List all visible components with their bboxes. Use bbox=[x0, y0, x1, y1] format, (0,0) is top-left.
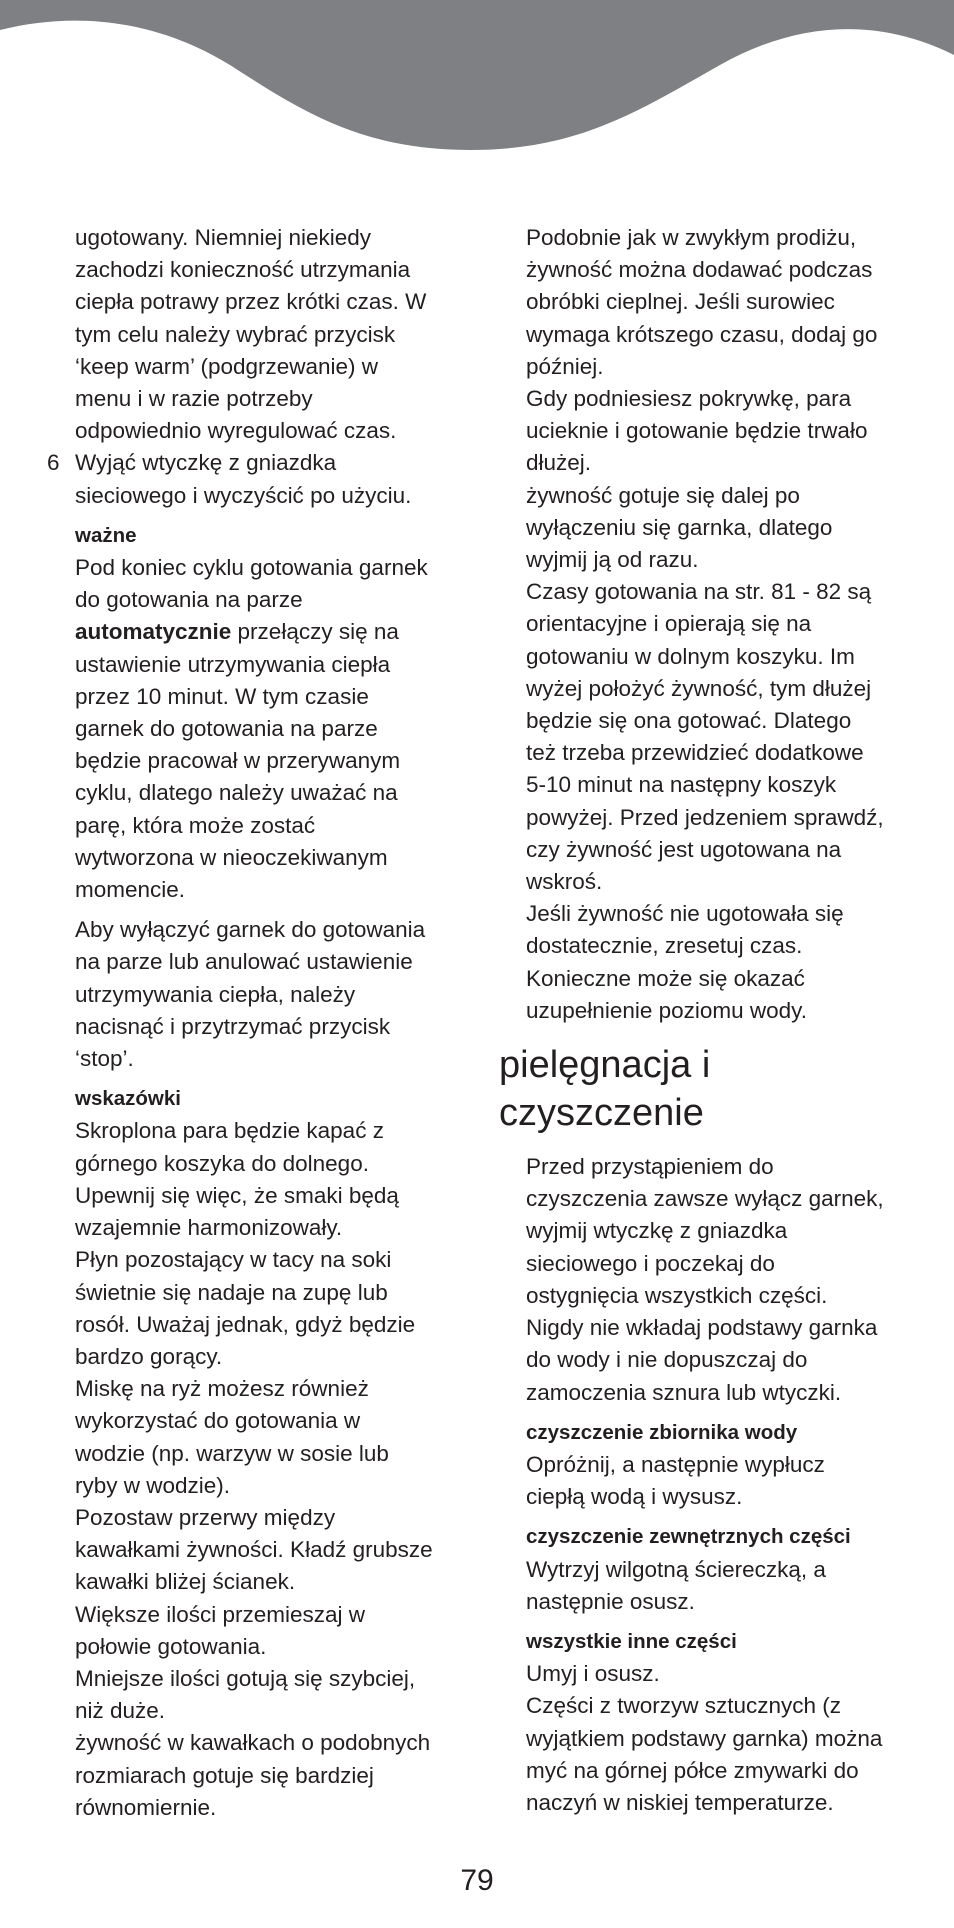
text-line: ugotowany. Niemniej niekiedy bbox=[75, 225, 371, 250]
text-line: Wyjąć wtyczkę z gniazdka bbox=[75, 450, 337, 476]
title-line: czyszczenie bbox=[499, 1092, 704, 1135]
text-line: wytworzona w nieoczekiwanym bbox=[75, 844, 388, 870]
important-paragraph-1 bbox=[75, 552, 475, 906]
step-6 bbox=[47, 447, 475, 511]
text-line: Konieczne może się okazać bbox=[526, 965, 805, 991]
exterior-cleaning-heading: czyszczenie zewnętrznych części bbox=[526, 1525, 851, 1549]
text-line: tym celu należy wybrać przycisk bbox=[75, 321, 396, 347]
text-line: Upewnij się więc, że smaki będą bbox=[75, 1182, 399, 1208]
text-line: do wody i nie dopuszczaj do bbox=[526, 1347, 808, 1373]
other-parts-heading: wszystkie inne części bbox=[526, 1629, 737, 1653]
text-line: Części z tworzyw sztucznych (z bbox=[526, 1693, 842, 1719]
text-line: Aby wyłączyć garnek do gotowania bbox=[75, 917, 426, 943]
text-line: obróbki cieplnej. Jeśli surowiec bbox=[526, 289, 835, 315]
step-number: 6 bbox=[47, 450, 60, 476]
text-line: wzajemnie harmonizowały. bbox=[75, 1215, 343, 1241]
text-line: uzupełnienie poziomu wody. bbox=[526, 997, 808, 1023]
text-line: 5-10 minut na następny koszyk bbox=[526, 772, 837, 798]
important-paragraph-2 bbox=[75, 914, 475, 1075]
text-line: ryby w wodzie). bbox=[75, 1472, 231, 1498]
text-line: wyjmij wtyczkę z gniazdka bbox=[526, 1218, 788, 1244]
text-line: orientacyjne i opierają się na bbox=[526, 611, 812, 637]
text-line: rozmiarach gotuje się bardziej bbox=[75, 1762, 374, 1788]
text-line: Przed przystąpieniem do bbox=[526, 1154, 774, 1180]
text-line: Opróżnij, a następnie wypłucz bbox=[526, 1451, 825, 1477]
page-number: 79 bbox=[460, 1864, 494, 1897]
text-line: ostygnięcia wszystkich części. bbox=[526, 1282, 828, 1308]
tips-heading: wskazówki bbox=[75, 1087, 181, 1111]
text-line: naczyń w niskiej temperaturze. bbox=[526, 1789, 834, 1815]
text-line: bardzo gorący. bbox=[75, 1343, 223, 1369]
header-wave-band bbox=[0, 0, 954, 160]
text-line: Jeśli żywność nie ugotowała się bbox=[526, 901, 844, 927]
text-line: ciepłą wodą i wysusz. bbox=[526, 1484, 743, 1510]
text-line: też trzeba przewidzieć dodatkowe bbox=[526, 740, 864, 766]
text-line: dłużej. bbox=[526, 450, 592, 476]
text-line: garnek do gotowania na parze bbox=[75, 716, 378, 742]
text-line: ciepła potrawy przez krótki czas. W bbox=[75, 289, 427, 315]
tank-cleaning-paragraph bbox=[526, 1449, 926, 1513]
text-line: później. bbox=[526, 353, 604, 379]
text-line: czyszczenia zawsze wyłącz garnek, bbox=[526, 1186, 884, 1212]
text-line: na parze lub anulować ustawienie bbox=[75, 949, 413, 975]
text-line: Płyn pozostający w tacy na soki bbox=[75, 1247, 392, 1273]
text-line: żywność w kawałkach o podobnych bbox=[75, 1730, 431, 1756]
text-line: wyjątkiem podstawy garnka) można bbox=[526, 1725, 883, 1751]
text-line: będzie się ona gotować. Dlatego bbox=[526, 708, 852, 734]
other-parts-paragraph bbox=[526, 1658, 926, 1819]
text-line: wyjmij ją od razu. bbox=[526, 547, 699, 573]
text-line: Pozostaw przerwy między bbox=[75, 1504, 336, 1530]
text-line: Miskę na ryż możesz również bbox=[75, 1376, 369, 1402]
header-wave-shape bbox=[0, 0, 954, 150]
text-line: ucieknie i gotowanie będzie trwało bbox=[526, 418, 868, 444]
text-line: wskroś. bbox=[526, 869, 603, 895]
text-line: do gotowania na parze bbox=[75, 587, 303, 613]
text-line: żywność można dodawać podczas bbox=[526, 257, 873, 283]
text-line: następnie osusz. bbox=[526, 1588, 695, 1614]
text-line: będzie pracował w przerywanym bbox=[75, 748, 401, 774]
text-line: Skroplona para będzie kapać z bbox=[75, 1118, 384, 1144]
text-line: górnego koszyka do dolnego. bbox=[75, 1150, 369, 1176]
title-line: pielęgnacja i bbox=[499, 1044, 711, 1087]
text-line: przez 10 minut. W tym czasie bbox=[75, 683, 369, 709]
text-line: żywność gotuje się dalej po bbox=[526, 482, 800, 508]
text-line: gotowaniu w dolnym koszyku. Im bbox=[526, 643, 855, 669]
text-line: niż duże. bbox=[75, 1698, 166, 1724]
text-line: czy żywność jest ugotowana na bbox=[526, 836, 842, 862]
text-line: kawałkami żywności. Kładź grubsze bbox=[75, 1537, 433, 1563]
text-line bbox=[75, 616, 475, 648]
text-line: połowie gotowania. bbox=[75, 1633, 267, 1659]
text-line: Nigdy nie wkładaj podstawy garnka bbox=[526, 1315, 878, 1341]
text-line: rosół. Uważaj jednak, gdyż będzie bbox=[75, 1311, 416, 1337]
text-line: zachodzi konieczność utrzymania bbox=[75, 257, 411, 283]
text-line: sieciowego i wyczyścić po użyciu. bbox=[75, 482, 412, 508]
text-line: nacisnąć i przytrzymać przycisk bbox=[75, 1013, 391, 1039]
text-line: odpowiednio wyregulować czas. bbox=[75, 418, 397, 444]
text-line: Większe ilości przemieszaj w bbox=[75, 1601, 366, 1627]
care-intro-paragraph bbox=[526, 1151, 926, 1409]
text-line: parę, która może zostać bbox=[75, 812, 316, 838]
text-line: Czasy gotowania na str. 81 - 82 są bbox=[526, 579, 872, 605]
left-column bbox=[47, 222, 475, 1824]
text-line: Podobnie jak w zwykłym prodiżu, bbox=[526, 225, 857, 250]
tips-paragraph bbox=[75, 1115, 475, 1823]
text-line: wymaga krótszego czasu, dodaj go bbox=[526, 321, 878, 347]
text-line: Umyj i osusz. bbox=[526, 1661, 660, 1687]
text-line: ‘stop’. bbox=[75, 1046, 134, 1072]
bold-emphasis: automatycznie bbox=[75, 619, 232, 645]
text-run: przełączy się na bbox=[231, 619, 399, 645]
text-line: wyżej położyć żywność, tym dłużej bbox=[526, 675, 872, 701]
text-line: sieciowego i poczekaj do bbox=[526, 1250, 775, 1276]
tank-cleaning-heading: czyszczenie zbiornika wody bbox=[526, 1420, 798, 1444]
text-line: myć na górnej półce zmywarki do bbox=[526, 1757, 859, 1783]
text-line: wyłączeniu się garnka, dlatego bbox=[526, 514, 833, 540]
text-line: Gdy podniesiesz pokrywkę, para bbox=[526, 386, 852, 412]
text-line: wykorzystać do gotowania w bbox=[75, 1408, 361, 1434]
text-line: równomiernie. bbox=[75, 1794, 217, 1820]
right-column bbox=[499, 222, 926, 1819]
text-line: kawałki bliżej ścianek. bbox=[75, 1569, 296, 1595]
text-line: Wytrzyj wilgotną ściereczką, a bbox=[526, 1556, 826, 1582]
text-line: Mniejsze ilości gotują się szybciej, bbox=[75, 1665, 416, 1691]
text-line: utrzymywania ciepła, należy bbox=[75, 981, 356, 1007]
care-section-title bbox=[499, 1041, 926, 1137]
text-line: świetnie się nadaje na zupę lub bbox=[75, 1279, 388, 1305]
intro-paragraph bbox=[75, 222, 475, 447]
text-line: dostatecznie, zresetuj czas. bbox=[526, 933, 803, 959]
text-line: ustawienie utrzymywania ciepła bbox=[75, 651, 391, 677]
text-line: wodzie (np. warzyw w sosie lub bbox=[75, 1440, 389, 1466]
text-line: momencie. bbox=[75, 877, 186, 903]
text-line: powyżej. Przed jedzeniem sprawdź, bbox=[526, 804, 884, 830]
text-line: cyklu, dlatego należy uważać na bbox=[75, 780, 398, 806]
tips-continued-paragraph bbox=[526, 222, 926, 1027]
important-heading: ważne bbox=[75, 523, 137, 547]
text-line: Pod koniec cyklu gotowania garnek bbox=[75, 555, 428, 581]
text-line: ‘keep warm’ (podgrzewanie) w bbox=[75, 353, 379, 379]
text-line: menu i w razie potrzeby bbox=[75, 386, 313, 412]
text-line: zamoczenia sznura lub wtyczki. bbox=[526, 1379, 842, 1405]
exterior-cleaning-paragraph bbox=[526, 1554, 926, 1618]
